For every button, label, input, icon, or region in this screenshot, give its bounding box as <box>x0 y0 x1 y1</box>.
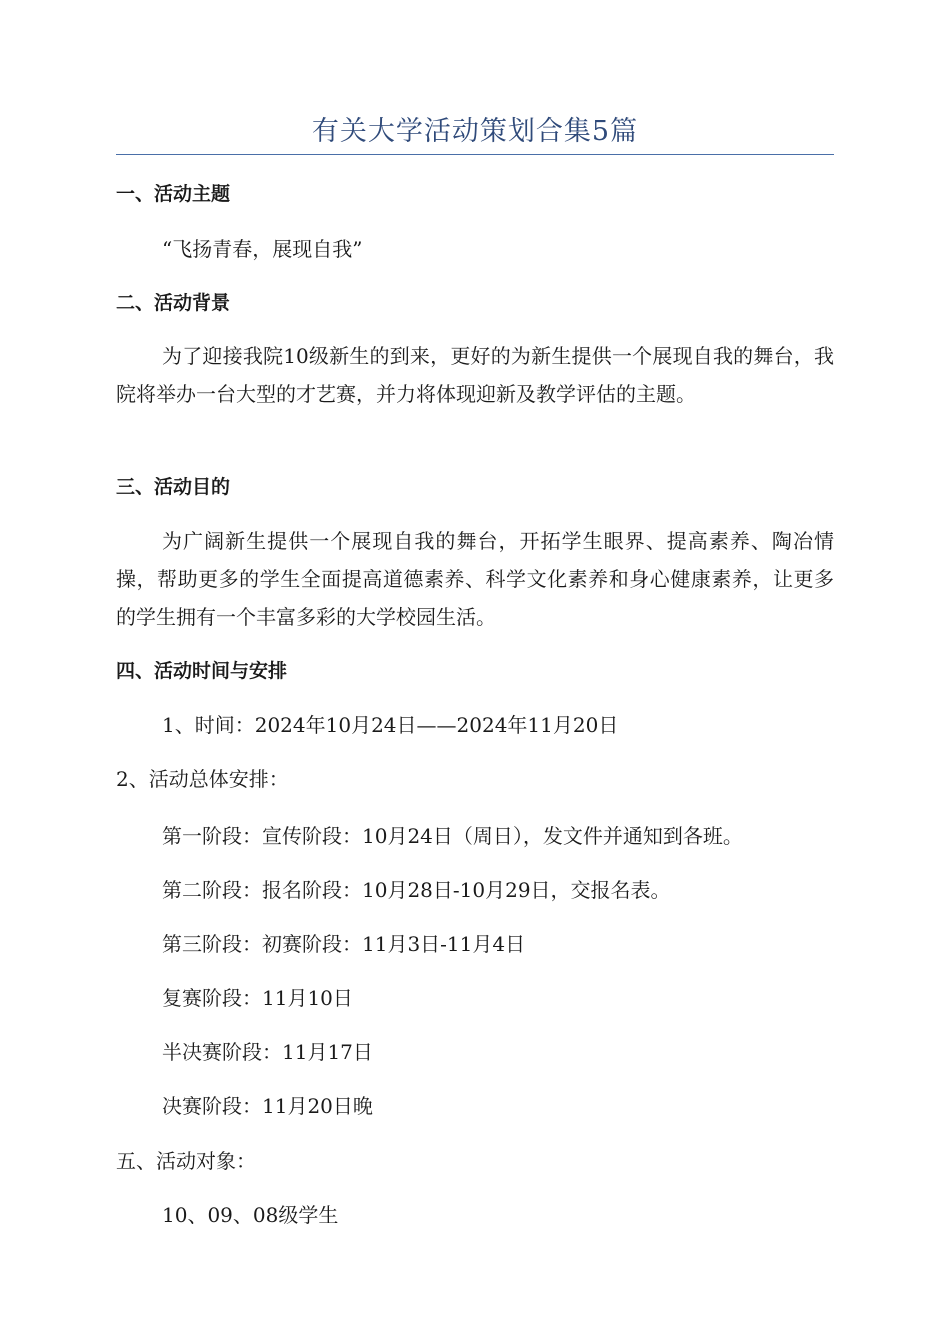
theme-text: “飞扬青春，展现自我” <box>162 237 363 261</box>
schedule-arrangement-label: 2、活动总体安排： <box>116 767 289 791</box>
stage-item: 第二阶段：报名阶段：10月28日-10月29日，交报名表。 <box>162 878 671 902</box>
section-heading-purpose: 三、活动目的 <box>116 476 231 498</box>
stage-item: 第三阶段：初赛阶段：11月3日-11月4日 <box>162 932 526 956</box>
stage-item: 复赛阶段：11月10日 <box>162 986 353 1010</box>
stage-item: 决赛阶段：11月20日晚 <box>162 1094 373 1118</box>
background-paragraph: 为了迎接我院10级新生的到来，更好的为新生提供一个展现自我的舞台，我院将举办一台大型的才艺赛，并力将体现迎新及教学评估的主题。 <box>116 344 834 406</box>
section-heading-schedule: 四、活动时间与安排 <box>116 660 288 682</box>
document-title: 有关大学活动策划合集5篇 <box>311 116 639 147</box>
purpose-paragraph: 为广阔新生提供一个展现自我的舞台，开拓学生眼界、提高素养、陶冶情操，帮助更多的学生全面提高道德素养、科学文化素养和身心健康素养，让更多的学生拥有一个丰富多彩的大学校园生活。 <box>116 529 834 629</box>
stage-item: 第一阶段：宣传阶段：10月24日（周日），发文件并通知到各班。 <box>162 824 743 848</box>
schedule-time: 1、时间：2024年10月24日——2024年11月20日 <box>162 713 619 737</box>
section-heading-background: 二、活动背景 <box>116 292 231 314</box>
stage-item: 半决赛阶段：11月17日 <box>162 1040 373 1064</box>
title-underline <box>116 154 834 155</box>
section-heading-theme: 一、活动主题 <box>116 183 231 205</box>
section-heading-audience: 五、活动对象： <box>116 1149 256 1173</box>
audience-text: 10、09、08级学生 <box>162 1203 339 1227</box>
